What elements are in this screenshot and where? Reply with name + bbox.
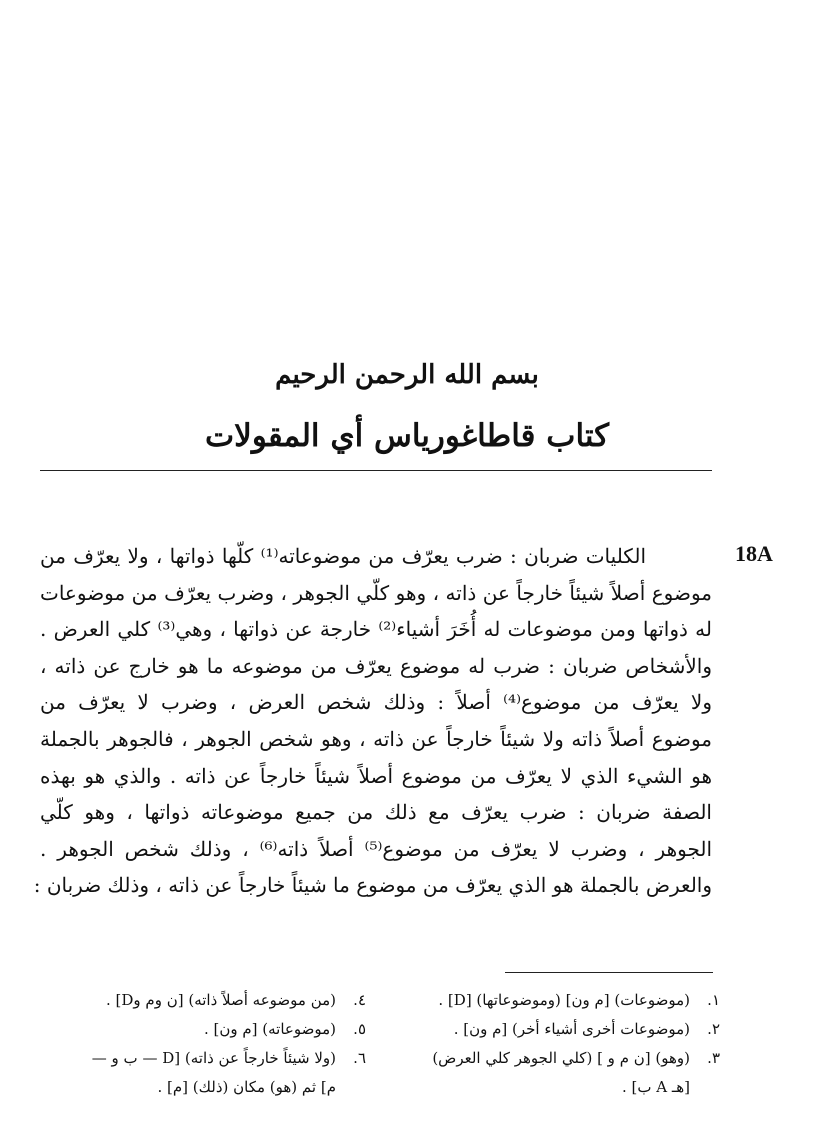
- text-line: موضوع أصلاً ذاته ولا شيئاً خارجاً عن ذاته ، وهو شخص الجوهر ، فالجوهر بالجملة: [40, 726, 712, 751]
- footnote-number: ٦.: [353, 1049, 366, 1067]
- footnote: [398, 1044, 720, 1073]
- text-line: موضوع أصلاً شيئاً خارجاً عن ذاته ، وهو كلّي الجوهر ، وضرب يعرّف من موضوعات: [40, 580, 712, 605]
- footnote: [40, 1015, 366, 1044]
- footnote-number: ١.: [707, 991, 720, 1009]
- text-line: والعرض بالجملة هو الذي يعرّف من موضوع ما شيئاً خارجاً عن ذاته ، وذلك ضربان :: [33, 873, 712, 898]
- footnote-text: (موضوعات أخرى أشياء أخر) [م ون] .: [453, 1020, 690, 1038]
- footnote-divider: [505, 972, 713, 973]
- footnote-number: ٢.: [707, 1020, 720, 1038]
- footnote-text: (ولا شيئاً خارجاً عن ذاته) [D — ب و —: [91, 1049, 336, 1067]
- title-divider: [40, 470, 712, 471]
- footnote-number: ٥.: [353, 1020, 366, 1038]
- main-text: [33, 538, 713, 904]
- basmala-heading: بسم الله الرحمن الرحيم: [275, 360, 539, 390]
- footnote-continuation: م] ثم (هو) مكان (ذلك) [م] .: [157, 1078, 336, 1096]
- footnote-text: (وهو) [ن م و ] (كلي الجوهر كلي العرض): [432, 1049, 690, 1067]
- book-title: كتاب قاطاغورياس أي المقولات: [204, 418, 610, 454]
- footnote-number: ٣.: [707, 1049, 720, 1067]
- text-line: الجوهر ، وضرب لا يعرّف من موضوع⁽⁵⁾ أصلاً ذاته⁽⁶⁾ ، وذلك شخص الجوهر .: [40, 836, 713, 861]
- footnote-text: (موضوعاته) [م ون] .: [203, 1020, 336, 1038]
- text-line: الصفة ضربان : ضرب يعرّف مع ذلك من جميع موضوعاته ذواتها ، وهو كلّي: [40, 800, 712, 825]
- text-line: الكليات ضربان : ضرب يعرّف من موضوعاته⁽¹⁾ كلّها ذواتها ، ولا يعرّف من: [40, 544, 647, 568]
- footnote: [398, 986, 720, 1015]
- footnote: [398, 1015, 720, 1044]
- footnote-number: ٤.: [353, 991, 366, 1009]
- text-line: ولا يعرّف من موضوع⁽⁴⁾ أصلاً : وذلك شخص العرض ، وضرب لا يعرّف من: [40, 690, 712, 715]
- footnote-text: (موضوعات) [م ون] (وموضوعاتها) [D] .: [438, 991, 690, 1009]
- text-line: له ذواتها ومن موضوعات له أُخَرَ أشياء⁽²⁾ خارجة عن ذواتها ، وهي⁽³⁾ كلي العرض .: [40, 617, 713, 642]
- footnotes-column-right: [398, 986, 720, 1102]
- footnotes-column-left: [40, 986, 366, 1102]
- text-line: والأشخاص ضربان : ضرب له موضوع يعرّف من موضوعه ما هو خارج عن ذاته ،: [40, 653, 712, 678]
- margin-reference: 18A: [735, 541, 773, 566]
- text-line: هو الشيء الذي لا يعرّف من موضوع أصلاً شيئاً خارجاً عن ذاته . والذي هو بهذه: [40, 763, 712, 788]
- footnote-continuation: [هـ A ب] .: [621, 1078, 690, 1096]
- footnote-text: (من موضوعه أصلاً ذاته) [ن وم وD] .: [105, 991, 336, 1009]
- footnotes: [40, 986, 720, 1102]
- footnote: [40, 986, 366, 1015]
- footnote: [40, 1044, 366, 1073]
